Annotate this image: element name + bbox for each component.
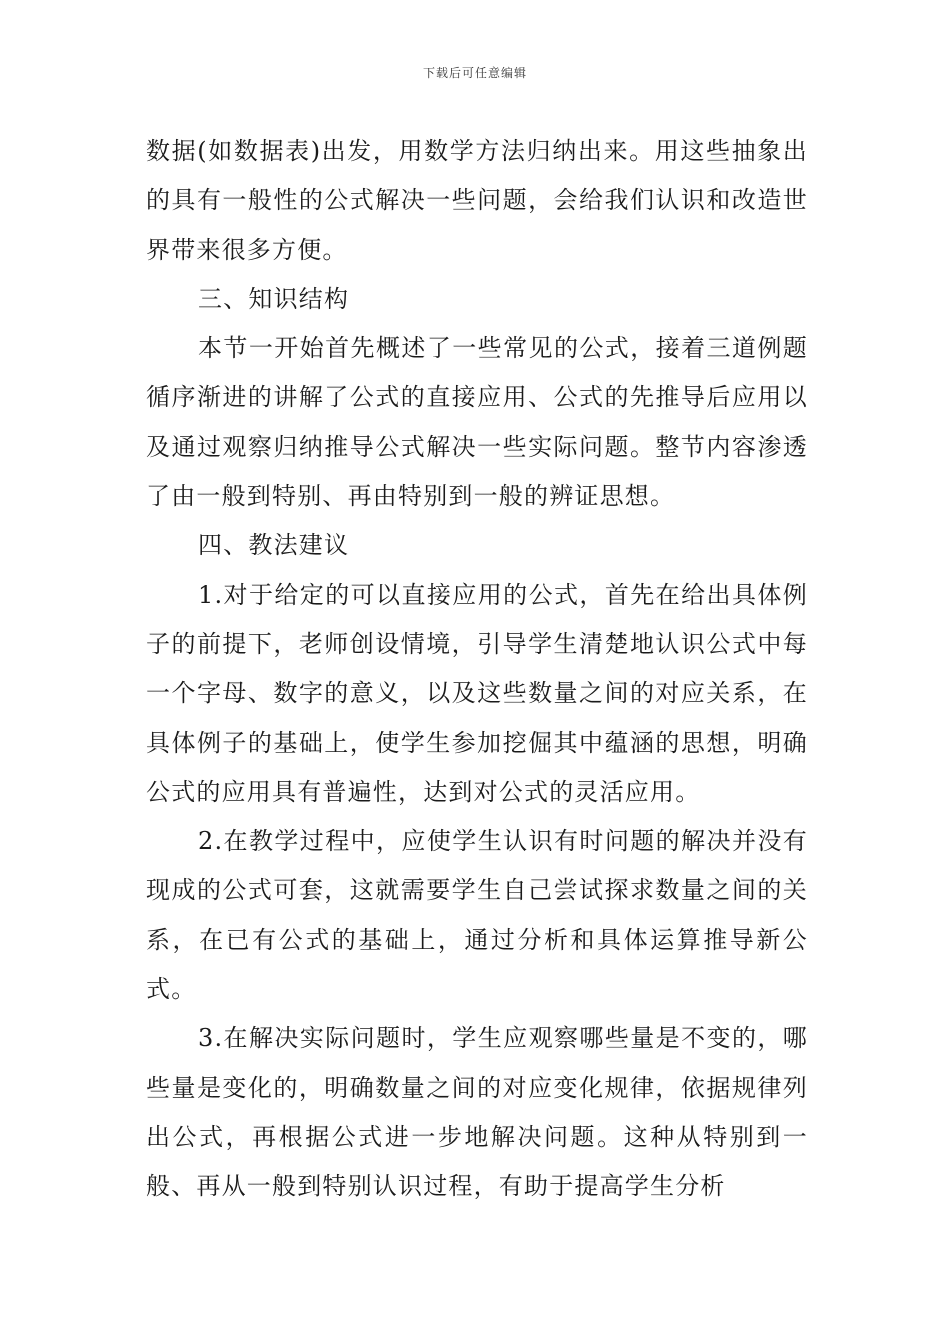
paragraph-suggestion-3: 3.在解决实际问题时，学生应观察哪些量是不变的，哪些量是变化的，明确数量之间的对应变化规律，依据规律列出公式，再根据公式进一步地解决问题。这种从特别到一般、再从一般到特别认识过程，有助于提高学生分析 bbox=[146, 1024, 808, 1201]
paragraph-knowledge-structure: 本节一开始首先概述了一些常见的公式，接着三道例题循序渐进的讲解了公式的直接应用、公式的先推导后应用以及通过观察归纳推导公式解决一些实际问题。整节内容渗透了由一般到特别、再由特别到一般的辨证思想。 bbox=[146, 334, 808, 511]
paragraph-suggestion-1: 1.对于给定的可以直接应用的公式，首先在给出具体例子的前提下，老师创设情境，引导学生清楚地认识公式中每一个字母、数字的意义，以及这些数量之间的对应关系，在具体例子的基础上，使学生参加挖倔其中蕴涵的思想，明确公式的应用具有普遍性，达到对公式的灵活应用。 bbox=[146, 580, 808, 806]
page-header: 下载后可任意编辑 bbox=[422, 66, 527, 80]
section-heading-knowledge-structure: 三、知识结构 bbox=[198, 284, 350, 313]
section-heading-teaching-suggestions: 四、教法建议 bbox=[198, 531, 350, 560]
document-body bbox=[146, 127, 808, 1212]
paragraph-continuation: 数据(如数据表)出发，用数学方法归纳出来。用这些抽象出的具有一般性的公式解决一些问题，会给我们认识和改造世界带来很多方便。 bbox=[146, 137, 808, 264]
paragraph-suggestion-2: 2.在教学过程中，应使学生认识有时问题的解决并没有现成的公式可套，这就需要学生自己尝试探求数量之间的关系，在已有公式的基础上，通过分析和具体运算推导新公式。 bbox=[146, 827, 808, 1004]
